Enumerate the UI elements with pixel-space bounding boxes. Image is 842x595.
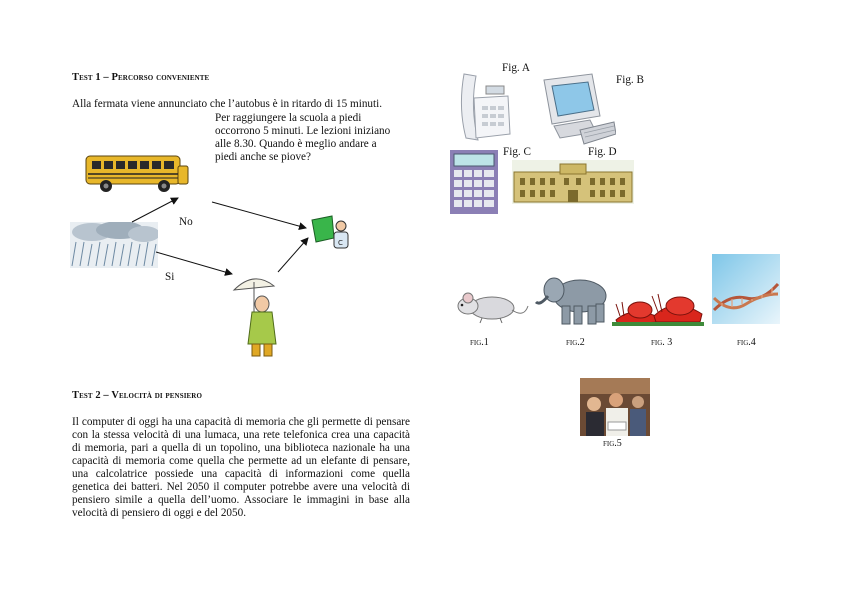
umbrella-person-image	[230, 274, 286, 360]
fig-3-label: fig. 3	[651, 337, 673, 348]
fig-b-label: Fig. B	[616, 74, 644, 86]
calculator-image	[450, 150, 498, 214]
computer-image	[540, 70, 616, 148]
test1-intro: Alla fermata viene annunciato che l’autobus è in ritardo di 15 minuti.	[72, 98, 383, 110]
svg-text:C: C	[338, 239, 343, 247]
fig-d-label: Fig. D	[588, 146, 617, 158]
fig-2-label: fig.2	[566, 337, 585, 348]
dna-image	[712, 254, 780, 324]
library-image	[512, 160, 634, 204]
telephone-image	[456, 68, 512, 146]
fig-c-label: Fig. C	[503, 146, 531, 158]
fig-5-label: fig.5	[603, 438, 622, 449]
question-line: piedi anche se piove?	[215, 151, 311, 163]
test2-body: Il computer di oggi ha una capacità di memoria che gli permette di pensare con la stessa velocità di una lumaca, una rete telefonica crea una capacità di memoria, pari a quella di un topolino, una biblioteca nazionale ha una capacità di memoria come quella che permette ad un elefante di pensare, una calcolatrice possiede una capacità di informazioni come quella genetica dei batteri. Nel 2050 il computer potrebbe avere una velocità di pensiero simile a quella dell’uomo. Associare le immagini in base alla velocità di pensiero di oggi e del 2050.	[72, 416, 410, 519]
label-si: Si	[165, 271, 175, 283]
fig-4-label: fig.4	[737, 337, 756, 348]
fig-1-label: fig.1	[470, 337, 489, 348]
question-line: Per raggiungere la scuola a piedi	[215, 112, 362, 124]
question-line: alle 8.30. Quando è meglio andare a	[215, 138, 377, 150]
question-line: occorrono 5 minuti. Le lezioni iniziano	[215, 125, 391, 137]
label-no: No	[179, 216, 193, 228]
elephant-image	[532, 272, 610, 326]
test1-question	[215, 112, 415, 164]
mouse-image	[452, 288, 530, 324]
fig-a-label: Fig. A	[502, 62, 530, 74]
test2-title: Test 2 – Velocità di pensiero	[72, 390, 203, 401]
teacher-image	[308, 214, 352, 254]
test1-title: Test 1 – Percorso conveniente	[72, 72, 210, 83]
people-image	[580, 378, 650, 436]
snails-image	[612, 286, 704, 326]
arrows-diagram	[120, 190, 320, 280]
